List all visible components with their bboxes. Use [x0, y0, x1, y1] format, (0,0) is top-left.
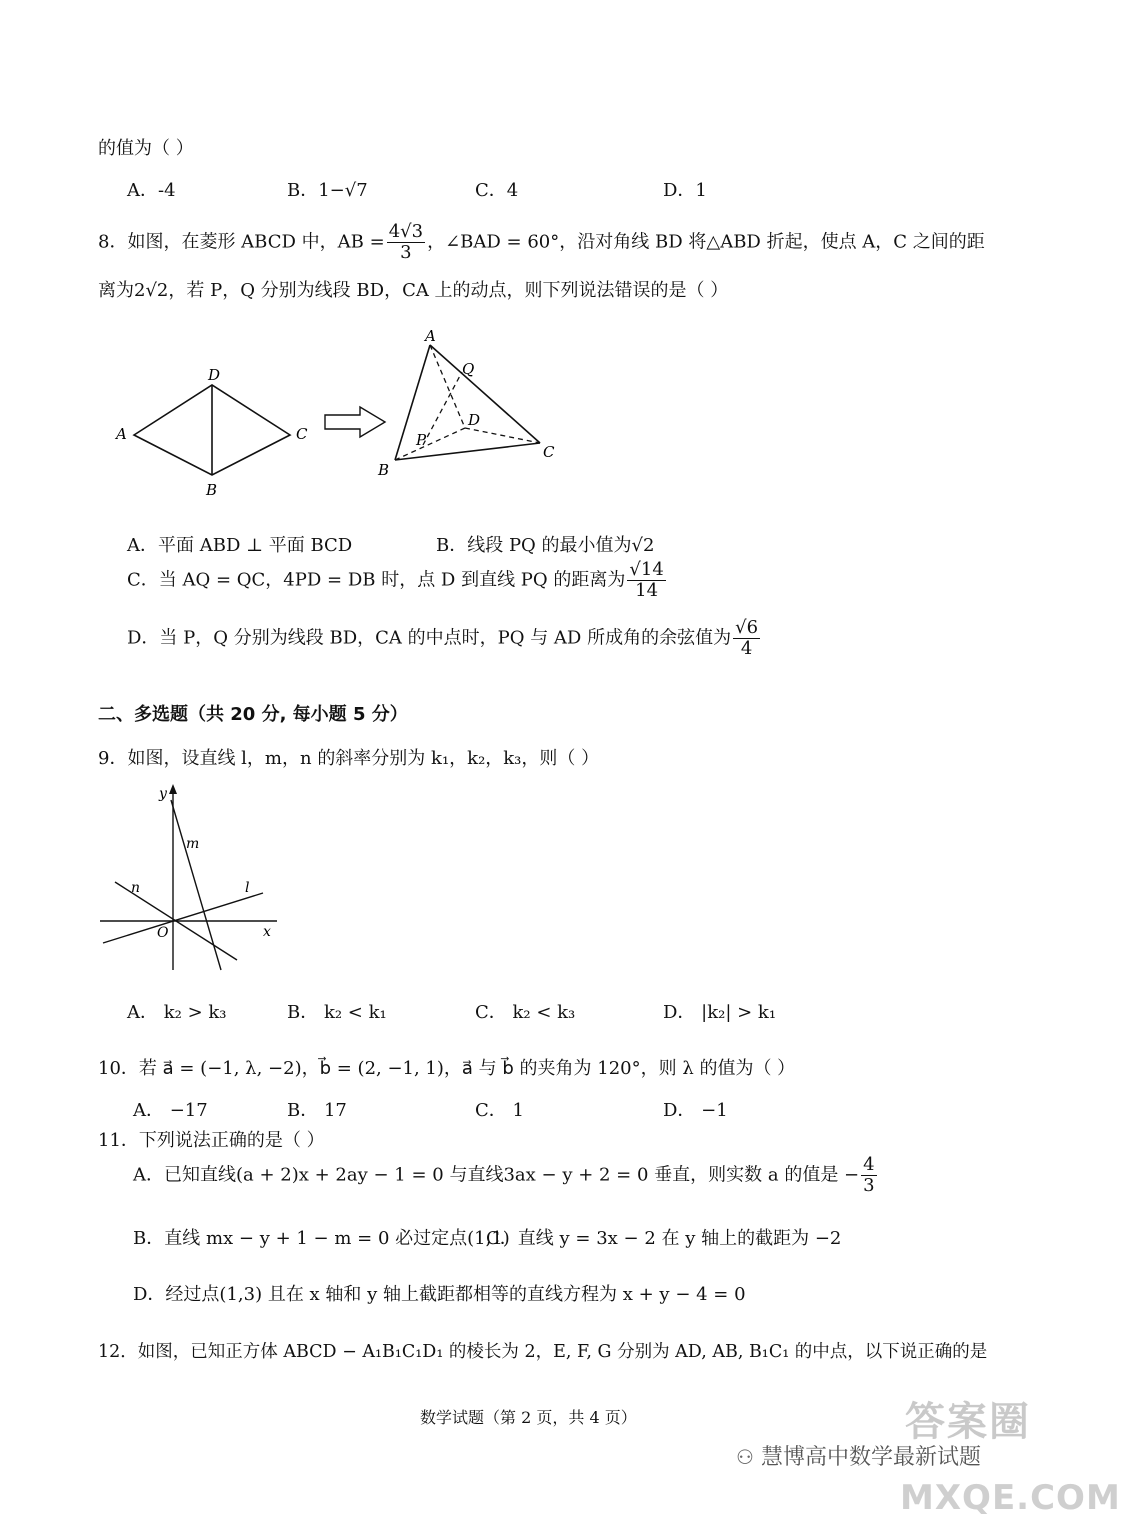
- q11-option-a-den: 3: [863, 1174, 875, 1196]
- q8-option-c-text: C．当 AQ = QC，4PD = DB 时，点 D 到直线 PQ 的距离为: [127, 569, 626, 591]
- q8-option-c-num: √14: [629, 559, 664, 580]
- q11-option-a-text: A．已知直线(a + 2)x + 2ay − 1 = 0 与直线3ax − y + 2 = 0 垂直，则实数 a 的值是 −: [133, 1164, 860, 1186]
- label-origin: O: [157, 925, 169, 941]
- label-d: D: [208, 366, 221, 384]
- q8-stem-part2: ，∠BAD = 60°，沿对角线 BD 将△ABD 折起，使点 A，C 之间的距: [427, 231, 985, 253]
- rhombus-fold-figure: [100, 325, 580, 500]
- label-c: C: [296, 425, 308, 443]
- q10-option-d: D． −1: [663, 1100, 728, 1121]
- y-axis-arrow-icon: [169, 784, 177, 794]
- q8-ab-fraction: [387, 222, 425, 263]
- q8-option-d-num: √6: [735, 617, 759, 638]
- label-l: l: [245, 880, 250, 896]
- label-q: Q: [462, 360, 475, 378]
- q7-option-a: A．-4: [127, 180, 176, 201]
- label-b: B: [206, 481, 218, 499]
- slope-lines-figure: [95, 780, 285, 975]
- label-a: A: [116, 425, 127, 443]
- fold-arrow-icon: [325, 407, 385, 437]
- q8-stem-line1: [98, 222, 985, 263]
- label-c2: C: [543, 443, 555, 461]
- label-p: P: [416, 431, 427, 449]
- label-y: y: [159, 786, 167, 802]
- label-n: n: [131, 880, 141, 896]
- q8-option-b: B．线段 PQ 的最小值为√2: [436, 535, 655, 556]
- section-2-heading: 二、多选题（共 20 分, 每小题 5 分）: [98, 704, 408, 725]
- q12-stem: 12．如图，已知正方体 ABCD − A₁B₁C₁D₁ 的棱长为 2，E, F, G 分别为 AD, AB, B₁C₁ 的中点，以下说正确的是: [98, 1342, 988, 1362]
- q8-option-c: [127, 560, 668, 601]
- q8-ab-den: 3: [400, 241, 412, 263]
- segment-pq-hidden: [423, 372, 462, 445]
- label-x: x: [263, 924, 271, 940]
- q9-stem: 9．如图，设直线 l，m，n 的斜率分别为 k₁，k₂，k₃，则（ ）: [98, 748, 600, 769]
- q8-option-a: A．平面 ABD ⊥ 平面 BCD: [127, 535, 353, 556]
- q8-option-d-den: 4: [740, 637, 753, 659]
- q8-option-c-fraction: [627, 560, 665, 601]
- edge-ac: [430, 345, 540, 443]
- q11-option-c: C．直线 y = 3x − 2 在 y 轴上的截距为 −2: [486, 1228, 842, 1249]
- q10-stem: 10．若 a⃗ = (−1, λ, −2)，b⃗ = (2, −1, 1)，a⃗ 与 b⃗ 的夹角为 120°，则 λ 的值为（ ）: [98, 1058, 796, 1079]
- q7-stem-tail: 的值为（ ）: [98, 138, 194, 159]
- q8-option-d-text: D．当 P，Q 分别为线段 BD，CA 的中点时，PQ 与 AD 所成角的余弦值为: [127, 627, 732, 649]
- q8-ab-num: 4√3: [388, 221, 424, 242]
- q7-option-c: C．4: [475, 180, 519, 201]
- label-a2: A: [425, 327, 436, 345]
- page-footer: 数学试题（第 2 页，共 4 页）: [420, 1408, 637, 1427]
- q9-option-a: A． k₂ > k₃: [127, 1002, 227, 1023]
- q9-option-b: B． k₂ < k₁: [287, 1002, 387, 1023]
- watermark-site: MXQE.COM: [900, 1478, 1121, 1518]
- q10-option-c: C． 1: [475, 1100, 524, 1121]
- q8-stem-part1: 8．如图，在菱形 ABCD 中，AB =: [98, 231, 385, 253]
- q8-option-d-fraction: [733, 618, 760, 659]
- label-d2: D: [468, 411, 481, 429]
- q9-option-c: C． k₂ < k₃: [475, 1002, 576, 1023]
- q8-option-d: [127, 618, 762, 659]
- q11-option-d: D．经过点(1,3) 且在 x 轴和 y 轴上截距都相等的直线方程为 x + y − 4 = 0: [133, 1284, 746, 1305]
- wechat-icon: ⚇: [736, 1445, 754, 1469]
- q11-option-b: B．直线 mx − y + 1 − m = 0 必过定点(1,1): [133, 1228, 510, 1249]
- q11-stem: 11．下列说法正确的是（ ）: [98, 1130, 325, 1151]
- watermark-text: 慧博高中数学最新试题: [760, 1445, 981, 1470]
- line-m: [171, 800, 221, 970]
- line-l: [103, 893, 263, 943]
- label-m: m: [186, 836, 200, 852]
- q9-option-d: D． |k₂| > k₁: [663, 1002, 777, 1023]
- q11-option-a-fraction: [861, 1155, 876, 1196]
- q11-option-a-num: 4: [863, 1154, 875, 1175]
- label-b2: B: [378, 461, 390, 479]
- q8-option-c-den: 14: [635, 579, 659, 601]
- watermark-stamp: 答案圈: [905, 1399, 1031, 1445]
- q10-option-b: B． 17: [287, 1100, 347, 1121]
- q8-stem-line2: 离为2√2，若 P，Q 分别为线段 BD，CA 上的动点，则下列说法错误的是（ ）: [98, 280, 729, 301]
- edge-ad-hidden: [430, 345, 465, 428]
- edge-dc-hidden: [465, 428, 540, 443]
- q11-option-a: [133, 1155, 879, 1196]
- q7-option-b: B．1−√7: [287, 180, 368, 201]
- q10-option-a: A． −17: [133, 1100, 208, 1121]
- q7-option-d: D．1: [663, 180, 707, 201]
